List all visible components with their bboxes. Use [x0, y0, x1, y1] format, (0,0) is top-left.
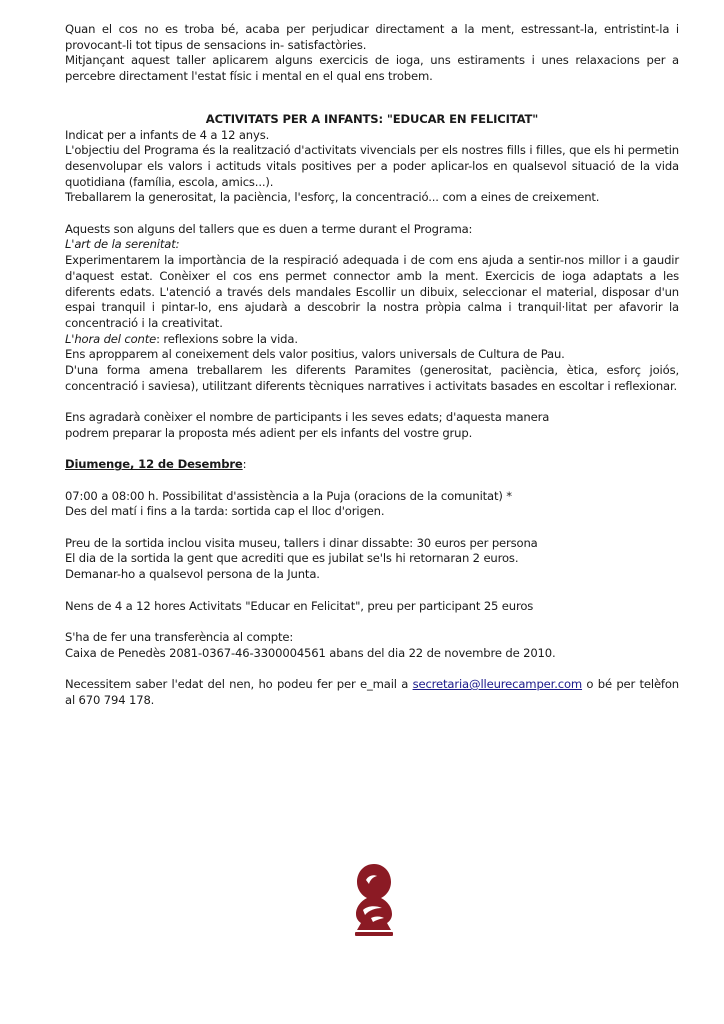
sunday-colon: : — [242, 457, 247, 472]
contact-paragraph — [65, 677, 679, 708]
activities-age: Indicat per a infants de 4 a 12 anys. — [65, 127, 270, 142]
sunday-line-2: Des del matí i fins a la tarda: sortida cap el lloc d'origen. — [65, 504, 385, 519]
activities-work: Treballarem la generositat, la paciència, l'esforç, la concentració... com a eines de creixement. — [65, 190, 600, 205]
contact-text-before: Necessitem saber l'edat del nen, ho podeu fer per e_mail a — [65, 677, 413, 691]
pricing-line-1: Preu de la sortida inclou visita museu, tallers i dinar dissabte: 30 euros per persona — [65, 535, 538, 550]
workshop-1-text: Experimentarem la importància de la respiració adequada i de com ens ajuda a sentir-nos millor i a gaudir d'aquest estat. Conèixer el cos ens permet connector amb la ment. Exercicis de ioga adaptats a les diferents edats. L'atenció a través dels mandales Escollir un dibuix, seleccionar el material, disposar d'un espai tranquil i pintar-lo, ens ajudarà a descobrir la nostra pròpia calma i tranquil·litat per afavorir la concentració i la creativitat. — [65, 253, 679, 330]
workshop-1-title: L'art de la serenitat: — [65, 237, 180, 252]
workshop-2-text-1: Ens apropparem al coneixement dels valor positius, valors universals de Cultura de Pau. — [65, 347, 565, 362]
payment-line-2: Caixa de Penedès 2081-0367-46-3300004561 abans del dia 22 de novembre de 2010. — [65, 645, 556, 660]
participants-line-1: Ens agradarà conèixer el nombre de participants i les seves edats; d'aquesta manera — [65, 410, 550, 425]
contact-text-after: o bé per telèfon al 670 794 178. — [65, 677, 680, 707]
workshop-2-text-2: D'una forma amena treballarem les diferents Paramites (generositat, paciència, ètica, esforç joiós, concentració i saviesa), utilitzant diferents tècniques narratives i activitats basades en escoltar i reflexionar. — [65, 363, 679, 393]
organization-logo-icon — [349, 862, 399, 938]
sunday-heading-line — [65, 457, 679, 473]
activities-heading: ACTIVITATS PER A INFANTS: "EDUCAR EN FELICITAT" — [205, 111, 539, 126]
activities-objective: L'objectiu del Programa és la realització d'activitats vivencials per els nostres fills i filles, que els hi permetin desenvolupar els valors i actituds vitals positives per a poder aplicar-los en qualsevol situació de la vida quotidiana (família, escola, amics...). — [65, 143, 679, 189]
sunday-line-1: 07:00 a 08:00 h. Possibilitat d'assistència a la Puja (oracions de la comunitat) * — [65, 488, 512, 503]
participants-line-2: podrem preparar la proposta més adient per els infants del vostre grup. — [65, 425, 473, 440]
sunday-title: Diumenge, 12 de Desembre — [65, 457, 243, 472]
workshop-2-title-line — [65, 332, 679, 348]
workshop-2-title: L'hora del conte — [65, 331, 157, 346]
document-body — [65, 22, 679, 708]
intro-paragraph-1: Quan el cos no es troba bé, acaba per perjudicar directament a la ment, estressant-la, entristint-la i provocant-li tot tipus de sensacions in- satisfactòries. — [65, 22, 679, 52]
intro-paragraph-2: Mitjançant aquest taller aplicarem alguns exercicis de ioga, uns estiraments i unes relaxacions per a percebre directament l'estat físic i mental en el qual ens trobem. — [65, 53, 679, 84]
pricing-line-2: El dia de la sortida la gent que acrediti que es jubilat se'ls hi retornaran 2 euros. — [65, 551, 519, 566]
workshops-intro: Aquests son alguns del tallers que es duen a terme durant el Programa: — [65, 221, 473, 236]
workshop-2-subtitle: : reflexions sobre la vida. — [156, 331, 298, 346]
pricing-kids: Nens de 4 a 12 hores Activitats "Educar en Felicitat", preu per participant 25 euros — [65, 598, 534, 613]
payment-line-1: S'ha de fer una transferència al compte: — [65, 629, 294, 644]
pricing-line-3: Demanar-ho a qualsevol persona de la Junta. — [65, 567, 320, 582]
contact-email-link[interactable]: secretaria@lleurecamper.com — [412, 677, 583, 691]
